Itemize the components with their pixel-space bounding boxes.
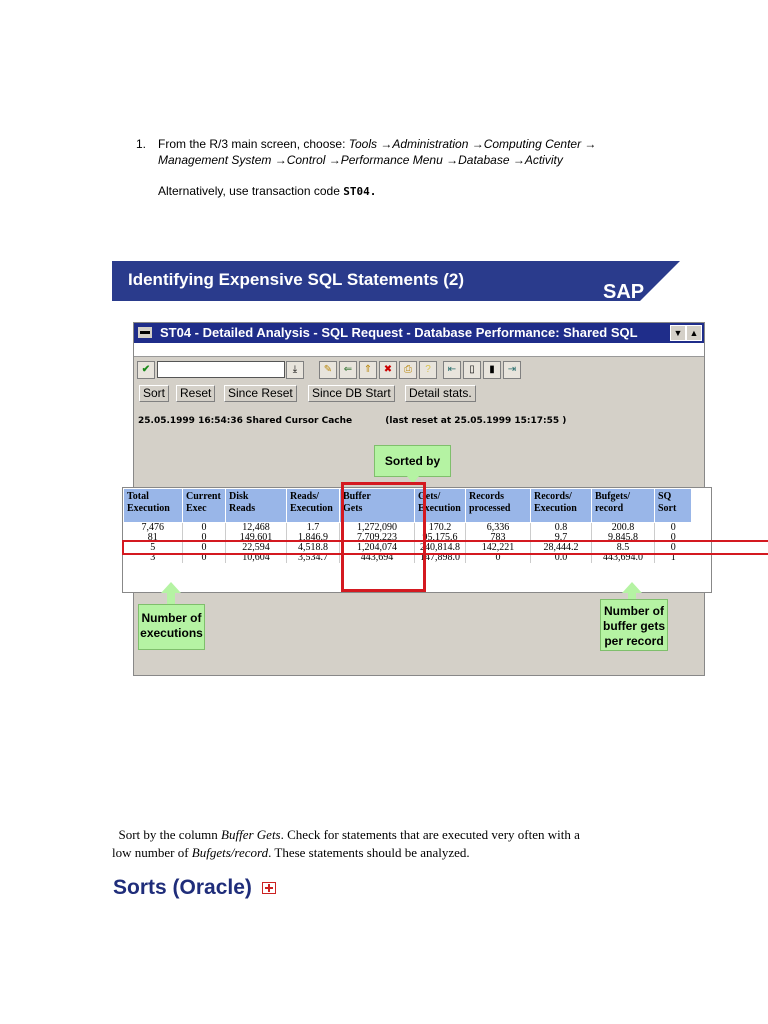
alternative-note: Alternatively, use transaction code ST04. xyxy=(158,184,377,198)
col-current-exec[interactable]: Current Exec xyxy=(183,489,226,523)
col-buffer-gets[interactable]: Buffer Gets xyxy=(340,489,415,523)
slide-banner xyxy=(112,261,680,301)
col-disk-reads[interactable]: Disk Reads xyxy=(226,489,287,523)
edit-icon[interactable]: ✎ xyxy=(319,361,337,379)
since-db-start-button[interactable]: Since DB Start xyxy=(308,385,395,402)
sap-logo xyxy=(600,261,680,301)
cancel-icon[interactable]: ✖ xyxy=(379,361,397,379)
col-records-processed[interactable]: Records processed xyxy=(466,489,531,523)
application-toolbar xyxy=(134,385,704,403)
last-reset: (last reset at 25.05.1999 15:17:55 ) xyxy=(385,416,567,426)
since-reset-button[interactable]: Since Reset xyxy=(224,385,297,402)
minimize-icon[interactable]: ▼ xyxy=(670,325,686,341)
cache-info-line xyxy=(138,416,566,426)
arrow-up-icon xyxy=(622,582,642,593)
print-icon[interactable]: ⎙ xyxy=(399,361,417,379)
find-icon[interactable]: ? xyxy=(419,361,437,379)
buffer-gets-per-record-callout: Number of buffer gets per record xyxy=(600,599,668,651)
back-icon[interactable]: ⇐ xyxy=(339,361,357,379)
highlight-buffer-gets-box xyxy=(341,482,426,592)
previous-page-icon[interactable]: ▯ xyxy=(463,361,481,379)
slide-title: Identifying Expensive SQL Statements (2) xyxy=(128,270,464,289)
window-titlebar xyxy=(134,323,704,343)
menu-path-2: Management System →Control →Performance Menu →Database →Activity xyxy=(158,153,563,167)
col-reads-per-execution[interactable]: Reads/ Execution xyxy=(287,489,340,523)
col-total-execution[interactable]: Total Execution xyxy=(124,489,183,523)
arrow-stem xyxy=(167,593,175,604)
col-sq-sort[interactable]: SQ Sort xyxy=(655,489,692,523)
maximize-icon[interactable]: ▲ xyxy=(686,325,702,341)
system-menu-icon[interactable] xyxy=(138,327,152,338)
arrow-up-icon xyxy=(161,582,181,593)
sap-logo-text: SAP xyxy=(603,281,645,301)
table-row[interactable]: 81 0 149,601 1,846.9 7,709,223 95,175.6 783 9.7 9,845.8 0 xyxy=(124,533,692,543)
expand-icon[interactable] xyxy=(262,882,276,894)
transaction-code: ST04. xyxy=(343,185,377,198)
cache-timestamp: 25.05.1999 16:54:36 Shared Cursor Cache xyxy=(138,416,353,426)
table-row[interactable]: 3 0 10,604 3,534.7 443,694 147,898.0 0 0.0 443,694.0 1 xyxy=(124,553,692,563)
next-page-icon[interactable]: ▮ xyxy=(483,361,501,379)
col-records-per-execution[interactable]: Records/ Execution xyxy=(531,489,592,523)
reset-button[interactable]: Reset xyxy=(176,385,215,402)
first-page-icon[interactable]: ⇤ xyxy=(443,361,461,379)
col-bufgets-per-record[interactable]: Bufgets/ record xyxy=(592,489,655,523)
step-number: 1. xyxy=(136,137,147,151)
table-row[interactable]: 7,476 0 12,468 1.7 1,272,090 170.2 6,336 0.8 200.8 0 xyxy=(124,523,692,534)
command-field[interactable] xyxy=(157,361,285,378)
menu-strip xyxy=(134,343,704,357)
sorted-by-callout: Sorted by xyxy=(374,445,451,477)
number-of-executions-callout: Number of executions xyxy=(138,604,205,650)
highlight-row-box xyxy=(122,540,768,555)
section-heading: Sorts (Oracle) xyxy=(113,876,276,900)
sort-button[interactable]: Sort xyxy=(139,385,169,402)
standard-toolbar xyxy=(134,358,704,380)
explanation-paragraph: Sort by the column Buffer Gets. Check for statements that are executed very often with a low number of Bufgets/record. These statements should be analyzed. xyxy=(112,827,580,860)
step-line-2 xyxy=(158,152,658,168)
col-gets-per-execution[interactable]: Gets/ Execution xyxy=(415,489,466,523)
step-line-1: From the R/3 main screen, choose: Tools →Administration →Computing Center → xyxy=(158,137,597,151)
menu-path-1: Tools →Administration →Computing Center → xyxy=(348,137,597,151)
table-row[interactable]: 5 0 22,594 4,518.8 1,204,074 240,814.8 142,221 28,444.2 8.5 0 xyxy=(124,543,692,553)
detail-stats-button[interactable]: Detail stats. xyxy=(405,385,476,402)
window-title: ST04 - Detailed Analysis - SQL Request - Database Performance: Shared SQL xyxy=(160,325,638,340)
enter-check-icon[interactable]: ✔ xyxy=(137,361,155,379)
save-icon[interactable]: ⤓ xyxy=(286,361,304,379)
exit-icon[interactable]: ⇑ xyxy=(359,361,377,379)
last-page-icon[interactable]: ⇥ xyxy=(503,361,521,379)
